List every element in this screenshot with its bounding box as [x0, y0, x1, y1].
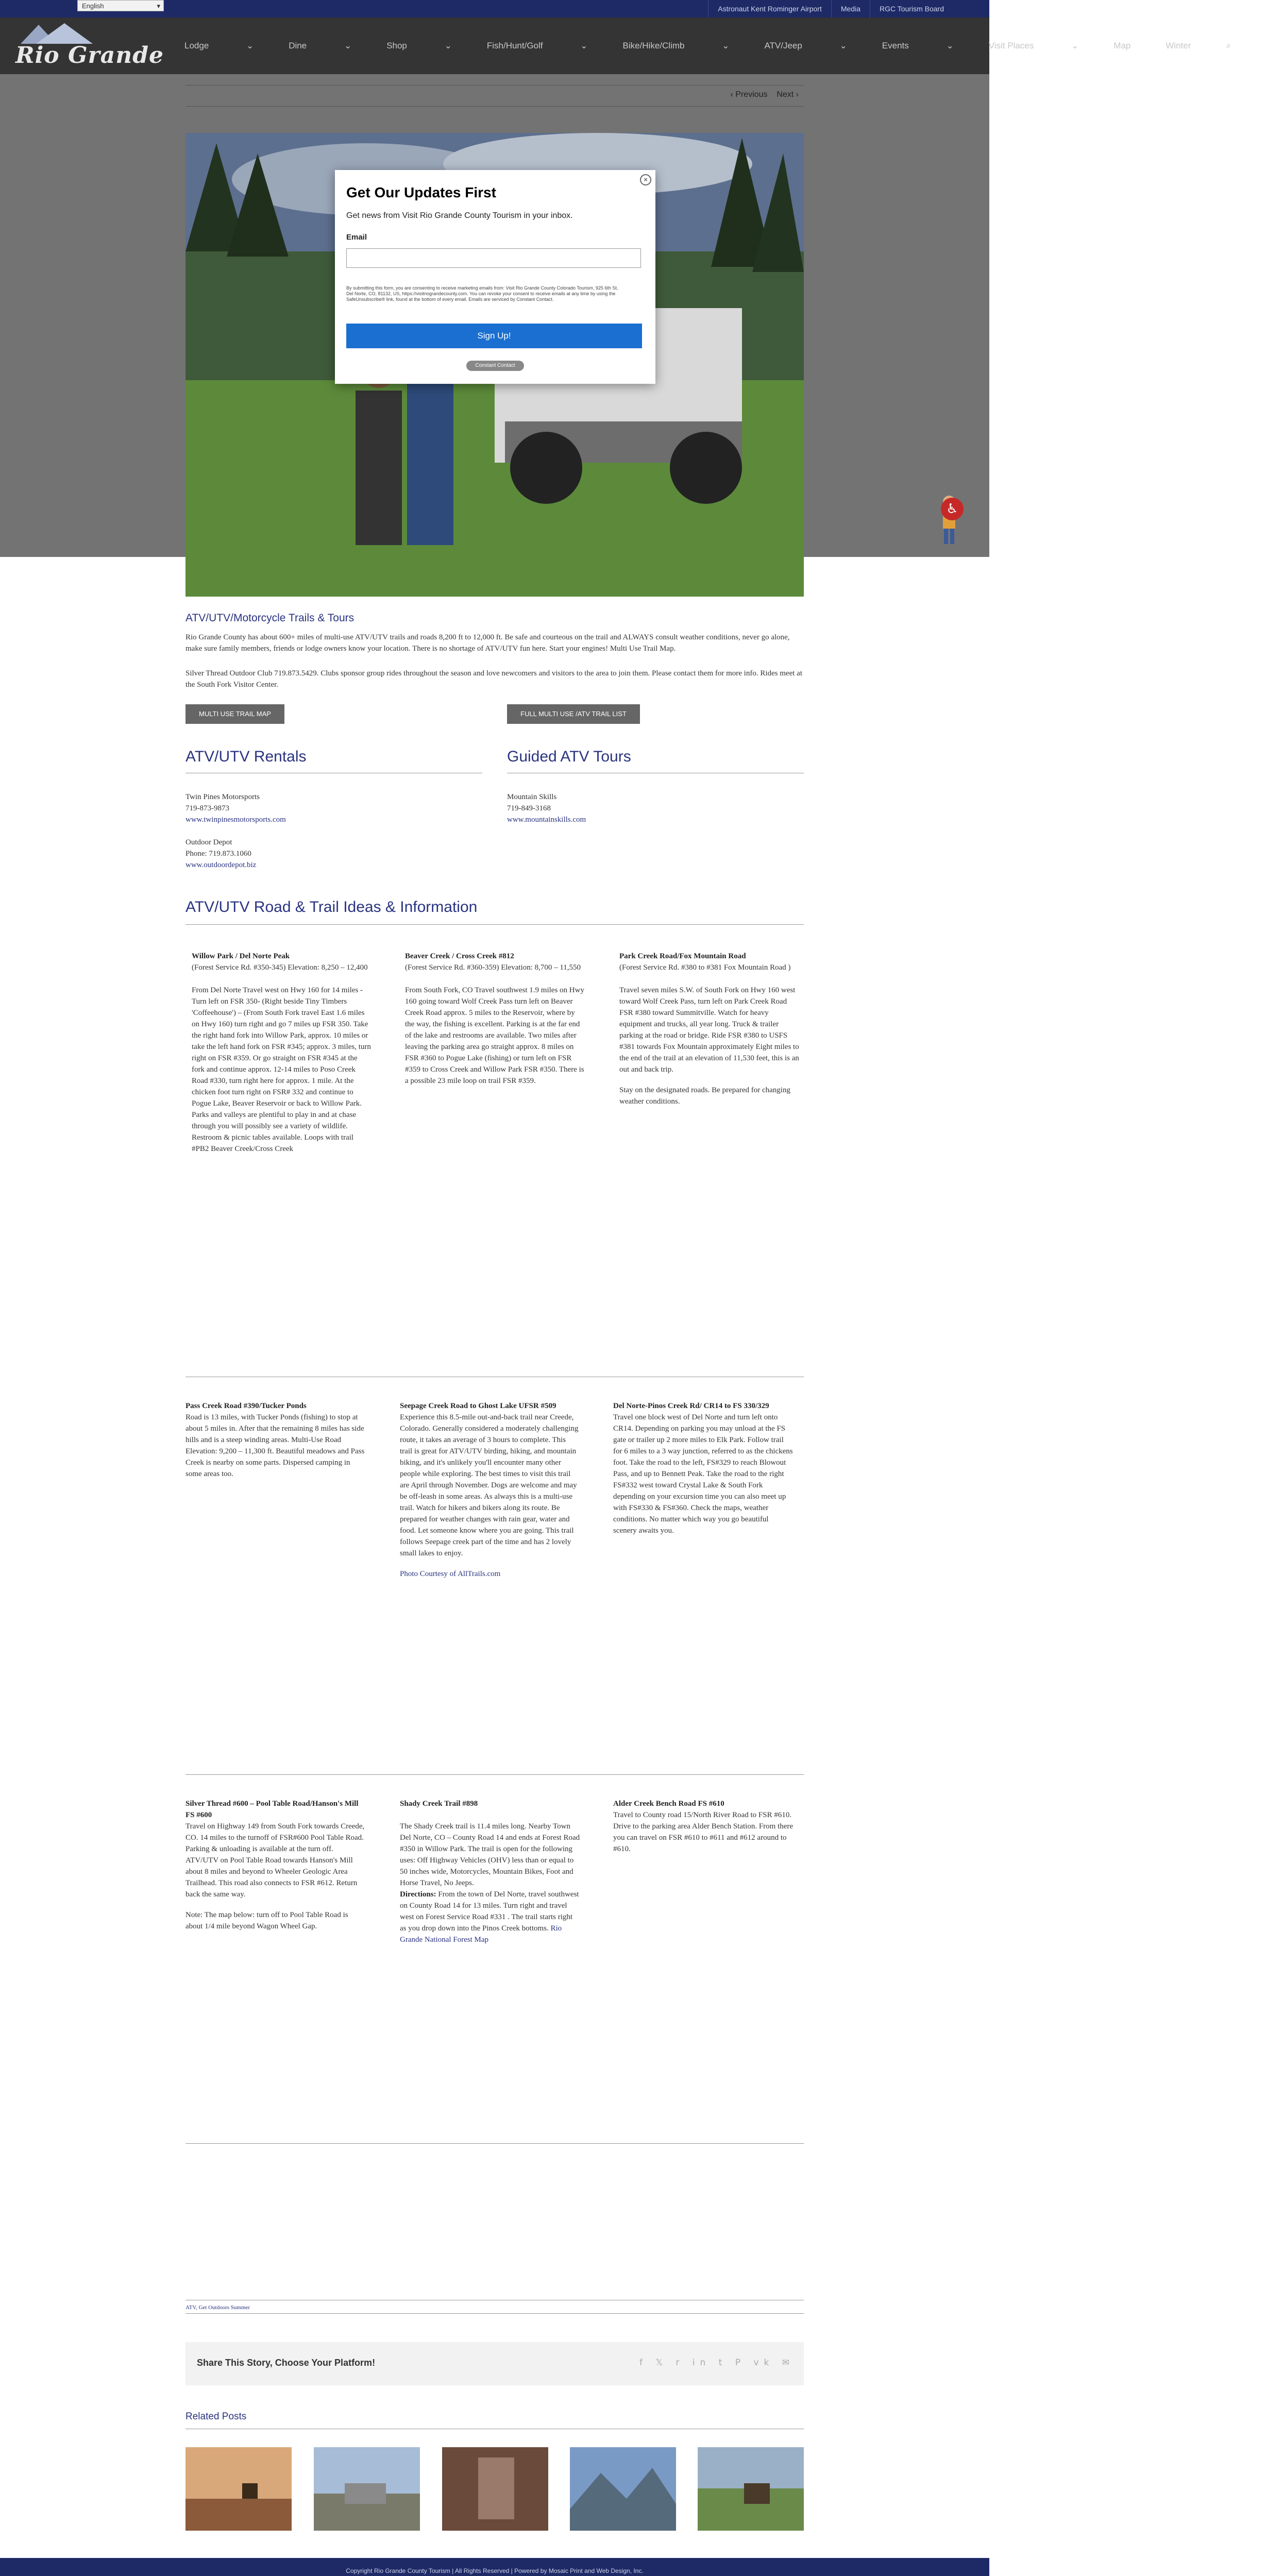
rental-twin-pines	[185, 791, 474, 825]
trail-card	[619, 951, 800, 1116]
multi-use-trail-map-button[interactable]: MULTI USE TRAIL MAP	[185, 704, 284, 724]
trail-body: Experience this 8.5-mile out-and-back trail near Creede, Colorado. Generally considered a moderately challenging route, it takes an average of 3 hours to complete. This trail is great for ATV/UTV birding, hiking, and mountain biking, and it's unlikely you'll encounter many other people while exploring. The best times to visit this trail are April through November. Dogs are welcome and may be off-leash in some areas. As always this is a multi-use trail. Watch for hikers and bikers along its route. Be prepared for weather changes with rain gear, water and food. Let someone know where you are going. This trail follows Seepage creek part of the time and has 2 lovely small lakes to enjoy.	[400, 1413, 579, 1557]
tag-rule	[185, 2313, 804, 2314]
top-link-board[interactable]: RGC Tourism Board	[870, 0, 953, 18]
nav-item-atv[interactable]: ATV/Jeep ⌄	[764, 41, 847, 50]
related-post-thumb[interactable]	[185, 2447, 292, 2531]
trail-card	[613, 1798, 794, 1855]
trail-body: From South Fork, CO Travel southwest 1.9 miles on Hwy 160 going toward Wolf Creek Pass turn left on Beaver Creek Road approx. 5 miles to the Reservoir, where by the way, the fishing is excellent. Parking is at the far end of the lake and restrooms are available. Two miles after leaving the parking area go straight approx. 8 miles on FSR #360 to Pogue Lake (fishing) or turn left on FSR #359 to Cross Creek and Willow Park FSR #350. There is a possible 23 mile loop on trail FSR #359.	[405, 986, 584, 1085]
guided-mountain-skills	[507, 791, 796, 825]
nav-item-winter[interactable]: Winter	[1166, 41, 1191, 50]
sign-up-button[interactable]: Sign Up!	[346, 324, 642, 348]
nav-label: Visit Places	[988, 41, 1034, 50]
top-link-media[interactable]: Media	[831, 0, 870, 18]
trail-card	[613, 1400, 794, 1536]
related-post-thumb[interactable]	[570, 2447, 676, 2531]
trail-meta: (Forest Service Rd. #380 to #381 Fox Mountain Road )	[619, 963, 791, 972]
tag-link[interactable]: ATV, Get Outdoors Summer	[185, 2304, 250, 2311]
rental-phone: Phone: 719.873.1060	[185, 850, 251, 858]
trail-note: Stay on the designated roads. Be prepared for changing weather conditions.	[619, 1086, 790, 1106]
ideas-rule	[185, 924, 804, 925]
row-divider	[185, 1774, 804, 1775]
rental-outdoor-depot	[185, 837, 474, 871]
guide-name: Mountain Skills	[507, 793, 557, 801]
trail-card	[185, 1400, 366, 1480]
trail-title: Seepage Creek Road to Ghost Lake UFSR #509	[400, 1402, 556, 1410]
nav-item-fish[interactable]: Fish/Hunt/Golf ⌄	[486, 41, 588, 50]
nav-item-dine[interactable]: Dine ⌄	[289, 41, 352, 50]
nav-label: Dine	[289, 41, 307, 50]
logo-text[interactable]: Rio Grande	[15, 42, 164, 69]
post-tags	[185, 2302, 250, 2313]
trail-title: Willow Park / Del Norte Peak	[192, 952, 290, 960]
rental-link[interactable]: www.outdoordepot.biz	[185, 861, 257, 869]
rental-name: Outdoor Depot	[185, 838, 232, 846]
trail-title: Beaver Creek / Cross Creek #812	[405, 952, 514, 960]
previous-link[interactable]: ‹ Previous	[730, 90, 768, 99]
trail-card	[405, 951, 585, 1096]
related-post-thumb[interactable]	[698, 2447, 804, 2531]
rental-name: Twin Pines Motorsports	[185, 793, 260, 801]
trail-card	[185, 1798, 366, 1941]
nav-label: Events	[882, 41, 909, 50]
language-value: English	[82, 2, 104, 10]
trail-title: Silver Thread #600 – Pool Table Road/Hanson's Mill FS #600	[185, 1800, 359, 1819]
forest-map-link[interactable]: Rio Grande National Forest Map	[400, 1924, 562, 1944]
trail-title: Alder Creek Bench Road FS #610	[613, 1800, 724, 1808]
share-box	[185, 2342, 804, 2385]
trail-body: Travel on Highway 149 from South Fork towards Creede, CO. 14 miles to the turnoff of FSR#600 Pool Table Road. Parking & unloading is available at the turn off. ATV/UTV on Pool Table Road towards Hanson's Mill about 8 miles and beyond to Wheeler Geologic Area Trailhead. This road also connects to FSR #612. Return back the same way.	[185, 1822, 365, 1899]
trail-title: Pass Creek Road #390/Tucker Ponds	[185, 1402, 307, 1410]
trail-card	[400, 1798, 580, 1955]
related-heading: Related Posts	[185, 2411, 247, 2422]
nav-item-lodge[interactable]: Lodge ⌄	[184, 41, 254, 50]
top-links	[708, 0, 953, 18]
post-pager	[185, 85, 804, 107]
nav-label: Shop	[386, 41, 407, 50]
guide-link[interactable]: www.mountainskills.com	[507, 816, 586, 824]
nav-item-events[interactable]: Events ⌄	[882, 41, 954, 50]
share-icons[interactable]: f 𝕏 r in t P vk ✉	[639, 2358, 795, 2368]
footer-copyright: Copyright Rio Grande County Tourism | All Rights Reserved | Powered by Mosaic Print and Web Design, Inc.	[346, 2567, 644, 2574]
close-icon[interactable]: ×	[640, 174, 651, 185]
language-select[interactable]	[77, 0, 164, 11]
nav-menu	[184, 18, 1266, 74]
full-trail-list-button[interactable]: FULL MULTI USE /ATV TRAIL LIST	[507, 704, 640, 724]
nav-label: Fish/Hunt/Golf	[486, 41, 543, 50]
trail-title: Del Norte-Pinos Creek Rd/ CR14 to FS 330/329	[613, 1402, 769, 1410]
nav-label: ATV/Jeep	[764, 41, 802, 50]
related-post-thumb[interactable]	[442, 2447, 548, 2531]
trail-card	[192, 951, 372, 1164]
nav-item-map[interactable]: Map	[1113, 41, 1131, 50]
intro-text: Rio Grande County has about 600+ miles of multi-use ATV/UTV trails and roads 8,200 ft to 12,000 ft. Be safe and courteous on the trail and ALWAYS consult weather conditions, never go alone, make sure family members, friends or lodge owners know your location. There is no shortage of ATV/UTV fun here. Start your engines! Multi Use Trail Map.	[185, 633, 790, 653]
chevron-down-icon: ▾	[157, 2, 160, 10]
top-link-airport[interactable]: Astronaut Kent Rominger Airport	[708, 0, 831, 18]
email-label: Email	[346, 233, 367, 242]
trail-body: Road is 13 miles, with Tucker Ponds (fishing) to stop at about 5 miles in. After that the remaining 8 miles has side hills and is a steep winding areas. Multi-Use Road Elevation: 9,200 – 11,300 ft. Beautiful meadows and Pass Creek is nearby on some parts. Dispersed camping in some areas too.	[185, 1413, 365, 1478]
directions-text: From the town of Del Norte, travel southwest on County Road 14 for 13 miles. Turn right and travel west on Forest Service Road #331 . The trail starts right as you drop down into the Pinos Creek bottoms.	[400, 1890, 579, 1933]
trail-body: Travel to County road 15/North River Road to FSR #610. Drive to the parking area Alder Bench Station. From there you can travel on FSR #610 to #611 and #612 around to #610.	[613, 1811, 794, 1853]
trail-meta: (Forest Service Rd. #350-345) Elevation: 8,250 – 12,400	[192, 963, 368, 972]
nav-item-bike[interactable]: Bike/Hike/Climb ⌄	[622, 41, 730, 50]
ideas-heading: ATV/UTV Road & Trail Ideas & Information	[185, 899, 478, 916]
trail-note: Note: The map below: turn off to Pool Table Road is about 1/4 mile beyond Wagon Wheel Gap.	[185, 1911, 348, 1930]
guided-heading: Guided ATV Tours	[507, 748, 631, 765]
modal-subtitle: Get news from Visit Rio Grande County Tourism in your inbox.	[346, 211, 573, 220]
nav-label: Bike/Hike/Climb	[622, 41, 685, 50]
nav-label: Lodge	[184, 41, 209, 50]
alltrails-link[interactable]: Photo Courtesy of AllTrails.com	[400, 1570, 501, 1578]
row-divider	[185, 2143, 804, 2144]
site-footer	[0, 2558, 989, 2576]
rentals-heading: ATV/UTV Rentals	[185, 748, 307, 765]
rental-link[interactable]: www.twinpinesmotorsports.com	[185, 816, 286, 824]
trail-body: Travel seven miles S.W. of South Fork on Hwy 160 west toward Wolf Creek Pass, turn left on Park Creek Road FSR #380 toward Summitville. Watch for heavy equipment and trucks, all year long. Truck & trailer parking at the road or bridge. Ride FSR #380 to USFS #381 towards Fox Mountain approximately Eight miles to the end of the trail at an elevation of 11,530 feet, this is an out and back trip.	[619, 986, 799, 1074]
trail-title: Park Creek Road/Fox Mountain Road	[619, 952, 746, 960]
trail-meta: (Forest Service Rd. #360-359) Elevation: 8,700 – 11,550	[405, 963, 581, 972]
trail-title: Shady Creek Trail #898	[400, 1800, 478, 1808]
trail-card	[400, 1400, 580, 1580]
nav-item-visit[interactable]: Visit Places ⌄	[988, 41, 1079, 50]
directions-label: Directions:	[400, 1890, 436, 1899]
intro-heading: ATV/UTV/Motorcycle Trails & Tours	[185, 612, 355, 624]
trail-body: Travel one block west of Del Norte and turn left onto CR14. Depending on parking you may unload at the FS gate or trailer up 2 more miles to Elk Park. Follow trail for 6 miles to a 3 way junction, referred to as the chickens foot. Take the road to the left, FS#329 to reach Blowout Pass, and up to Bennett Peak. Take the road to the right FS#332 west toward Crystal Lake & South Fork depending on your excursion time you can also meet up with FS#330 & FS#360. Check the maps, weather conditions. No matter which way you go beautiful scenery awaits you.	[613, 1413, 793, 1535]
trail-body: The Shady Creek trail is 11.4 miles long. Nearby Town Del Norte, CO – County Road 14 and ends at Forest Road #350 in Willow Park. The trail is open for the following uses: Off Highway Vehicles (OHV) less than or equal to 50 inches wide, Motorcycles, Mountain Bikes, Foot and Horse Travel, No Jeeps.	[400, 1822, 580, 1887]
accessibility-icon[interactable]: ♿	[941, 498, 964, 520]
consent-text: By submitting this form, you are consenting to receive marketing emails from: Visit Rio Grande County Colorado Tourism, 925 6th St, Del Norte, CO, 81132, US, https://visitriograndecounty.com. You can revoke your consent to receive emails at any time by using the SafeUnsubscribe® link, found at the bottom of every email. Emails are serviced by Constant Contact.	[346, 285, 618, 302]
search-icon[interactable]: ⌕	[1226, 41, 1231, 51]
constant-contact-badge[interactable]: Constant Contact	[466, 361, 524, 371]
next-link[interactable]: Next ›	[777, 90, 799, 99]
top-bar	[0, 0, 989, 18]
newsletter-modal	[335, 170, 655, 384]
modal-title: Get Our Updates First	[346, 184, 496, 200]
share-title: Share This Story, Choose Your Platform!	[197, 2358, 376, 2368]
club-paragraph: Silver Thread Outdoor Club 719.873.5429. Clubs sponsor group rides throughout the season and love newcomers and visitors to the area to join them. Please contact them for more info. Rides meet at the South Fork Visitor Center.	[185, 669, 802, 689]
related-post-thumb[interactable]	[314, 2447, 420, 2531]
nav-item-shop[interactable]: Shop ⌄	[386, 41, 452, 50]
intro-paragraph	[185, 632, 804, 654]
rental-phone: 719-873-9873	[185, 804, 229, 812]
guide-phone: 719-849-3168	[507, 804, 551, 812]
trail-body: From Del Norte Travel west on Hwy 160 for 14 miles -Turn left on FSR 350- (Right beside Tiny Timbers 'Coffeehouse') – (From South Fork travel East 1.6 miles on Hwy 160) turn right and go 7 miles up FSR 350. Take the right hand fork into Willow Park, approx. 10 miles or take the left hand fork on FSR #345; approx. 3 miles, turn right on FSR #359. Or go straight on FSR #345 at the fork and continue approx. 12-14 miles to Poso Creek Road #330, turn right here for approx. 1 mile. At the chicken foot turn right on FSR# 332 and continue to Pogue Lake, Beaver Reservoir or back to Willow Park. Parks and valleys are plentiful to play in and at chase through you will possibly see a variety of wildlife. Restroom & picnic tables available. Loops with trail #PB2 Beaver Creek/Cross Creek	[192, 986, 371, 1153]
email-field[interactable]	[346, 248, 641, 268]
